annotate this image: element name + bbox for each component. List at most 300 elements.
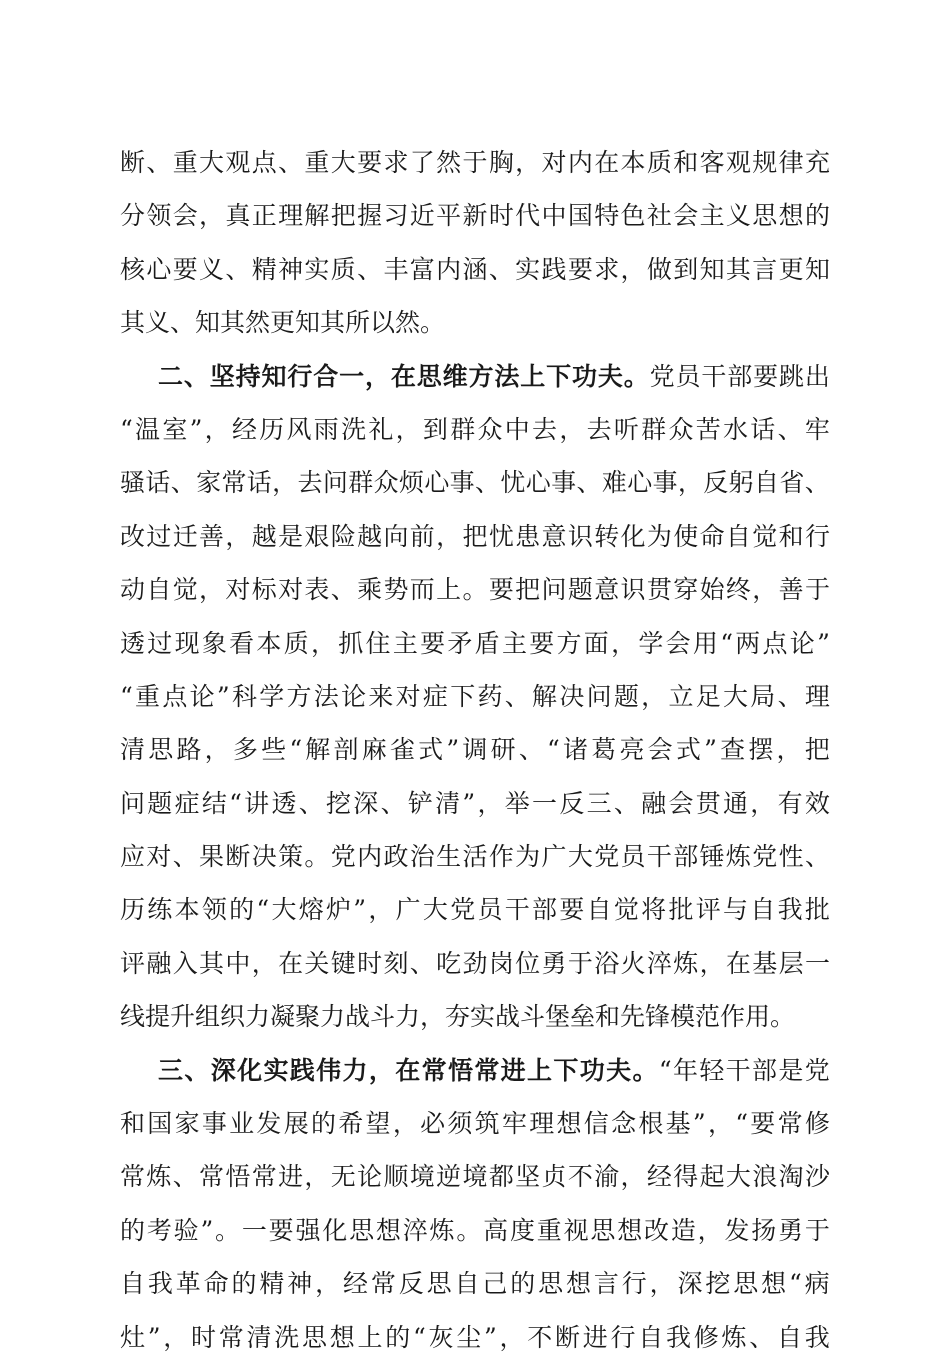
glyph: 党 bbox=[330, 842, 356, 872]
glyph: 为 bbox=[515, 842, 541, 872]
glyph: ， bbox=[515, 148, 541, 177]
glyph: 涵 bbox=[462, 254, 488, 284]
glyph: 党 bbox=[450, 895, 476, 925]
glyph: 发 bbox=[256, 1109, 282, 1139]
glyph: 了 bbox=[409, 148, 435, 177]
glyph: 自 bbox=[454, 1269, 480, 1299]
glyph: 现 bbox=[174, 628, 200, 658]
text-line bbox=[120, 510, 830, 563]
glyph: 充 bbox=[804, 148, 830, 177]
glyph: 问 bbox=[586, 681, 612, 711]
glyph: 、 bbox=[170, 468, 196, 498]
glyph: 员 bbox=[620, 842, 646, 872]
glyph: 、 bbox=[409, 948, 435, 978]
glyph: “ bbox=[789, 1269, 802, 1299]
glyph: 质 bbox=[283, 628, 309, 658]
glyph: 持 bbox=[235, 361, 261, 391]
glyph: ” bbox=[200, 1215, 214, 1245]
glyph: 广 bbox=[395, 895, 421, 925]
glyph: 理 bbox=[529, 1109, 555, 1139]
glyph: 法 bbox=[494, 361, 520, 391]
glyph: 事 bbox=[201, 1109, 227, 1139]
glyph: 有 bbox=[777, 788, 803, 818]
glyph: 清 bbox=[246, 1322, 272, 1352]
glyph: 劲 bbox=[462, 948, 488, 978]
glyph: 会 bbox=[647, 735, 673, 765]
glyph: 思 bbox=[752, 201, 778, 231]
glyph: 立 bbox=[668, 681, 694, 711]
glyph: 炼 bbox=[721, 1322, 747, 1352]
glyph: 重 bbox=[135, 681, 161, 711]
glyph: 众 bbox=[373, 468, 399, 498]
glyph: 行 bbox=[610, 1322, 636, 1352]
glyph: 题 bbox=[147, 788, 173, 818]
glyph: 想 bbox=[761, 1269, 787, 1299]
glyph: 观 bbox=[225, 148, 251, 177]
glyph: 起 bbox=[699, 1162, 725, 1192]
glyph: 度 bbox=[509, 1215, 535, 1245]
glyph: ， bbox=[559, 414, 585, 444]
glyph: ， bbox=[163, 1322, 189, 1352]
glyph: 维 bbox=[442, 361, 468, 391]
glyph: 礼 bbox=[368, 414, 394, 444]
glyph: 扬 bbox=[751, 1215, 777, 1245]
text-line bbox=[120, 1311, 830, 1364]
glyph: 主 bbox=[392, 628, 418, 658]
glyph: 险 bbox=[330, 521, 356, 551]
glyph: 基 bbox=[665, 1109, 691, 1139]
glyph: 想 bbox=[617, 1215, 643, 1245]
glyph: 迁 bbox=[172, 521, 198, 551]
glyph: 精 bbox=[251, 254, 277, 284]
glyph: 近 bbox=[409, 201, 435, 231]
glyph: 于 bbox=[462, 148, 488, 177]
glyph: 心 bbox=[525, 468, 551, 498]
glyph: 时 bbox=[191, 1322, 217, 1352]
glyph: 领 bbox=[201, 895, 227, 925]
glyph: 质 bbox=[646, 148, 672, 177]
glyph: 功 bbox=[572, 361, 598, 391]
glyph: 一 bbox=[339, 361, 365, 391]
glyph: 下 bbox=[546, 361, 572, 391]
glyph: 吃 bbox=[436, 948, 462, 978]
glyph: 浪 bbox=[752, 1162, 778, 1192]
glyph: 葛 bbox=[591, 735, 617, 765]
glyph: 剖 bbox=[333, 735, 359, 765]
glyph: 、 bbox=[488, 254, 514, 284]
glyph: 悟 bbox=[447, 1055, 473, 1085]
glyph: 实 bbox=[515, 254, 541, 284]
glyph: “ bbox=[658, 1055, 672, 1085]
glyph: 平 bbox=[436, 201, 462, 231]
glyph: 下 bbox=[450, 681, 476, 711]
glyph: 命 bbox=[699, 521, 725, 551]
glyph: 行 bbox=[804, 521, 830, 551]
glyph: 上 bbox=[357, 1322, 383, 1352]
glyph: 望 bbox=[365, 1109, 391, 1139]
glyph: 位 bbox=[515, 948, 541, 978]
glyph: ， bbox=[304, 1162, 330, 1192]
glyph: 重 bbox=[536, 1215, 562, 1245]
text-line bbox=[120, 1097, 830, 1150]
glyph: 群 bbox=[348, 468, 374, 498]
glyph: 方 bbox=[286, 681, 312, 711]
glyph: 改 bbox=[120, 521, 146, 551]
glyph: 想 bbox=[375, 1215, 401, 1245]
glyph: 批 bbox=[668, 895, 694, 925]
glyph: 牢 bbox=[804, 414, 830, 444]
glyph: 领 bbox=[146, 201, 172, 231]
glyph: 点 bbox=[762, 628, 788, 658]
glyph: ” bbox=[216, 681, 230, 711]
glyph: 的 bbox=[385, 1322, 411, 1352]
glyph: 家 bbox=[174, 1109, 200, 1139]
glyph: 干 bbox=[701, 361, 727, 391]
glyph: 义 bbox=[199, 254, 225, 284]
glyph: 将 bbox=[641, 895, 667, 925]
glyph: 题 bbox=[567, 575, 593, 605]
glyph: 重 bbox=[304, 148, 330, 177]
glyph: 想 bbox=[566, 1269, 592, 1299]
glyph: 风 bbox=[286, 414, 312, 444]
glyph: 清 bbox=[120, 735, 146, 765]
glyph: 牢 bbox=[501, 1109, 527, 1139]
glyph: 展 bbox=[283, 1109, 309, 1139]
glyph: 断 bbox=[555, 1322, 581, 1352]
glyph: 温 bbox=[135, 414, 161, 444]
glyph: 内 bbox=[357, 842, 383, 872]
glyph: 对 bbox=[278, 575, 304, 605]
glyph: 富 bbox=[409, 254, 435, 284]
glyph: 群 bbox=[641, 414, 667, 444]
glyph: 国 bbox=[147, 1109, 173, 1139]
glyph: ， bbox=[225, 521, 251, 551]
glyph: 历 bbox=[259, 414, 285, 444]
glyph: 核 bbox=[120, 254, 146, 284]
glyph: 命 bbox=[203, 1269, 229, 1299]
glyph: 心 bbox=[146, 254, 172, 284]
glyph: 行 bbox=[621, 1269, 647, 1299]
glyph: 员 bbox=[675, 361, 701, 391]
glyph: 化 bbox=[322, 1215, 348, 1245]
glyph: 雨 bbox=[313, 414, 339, 444]
glyph: 通 bbox=[723, 788, 749, 818]
glyph: 其 bbox=[199, 948, 225, 978]
text-line bbox=[120, 243, 830, 296]
glyph: ” bbox=[189, 414, 203, 444]
glyph: 举 bbox=[504, 788, 530, 818]
glyph: 常 bbox=[370, 1269, 396, 1299]
glyph: 矛 bbox=[447, 628, 473, 658]
glyph: 淘 bbox=[778, 1162, 804, 1192]
glyph: 锤 bbox=[699, 842, 725, 872]
glyph: 深 bbox=[210, 1055, 236, 1085]
glyph: 言 bbox=[593, 1269, 619, 1299]
glyph: 症 bbox=[174, 788, 200, 818]
glyph: 践 bbox=[541, 254, 567, 284]
glyph: ， bbox=[620, 254, 646, 284]
glyph: 部 bbox=[752, 1055, 778, 1085]
glyph: 讲 bbox=[244, 788, 270, 818]
glyph: 、 bbox=[298, 788, 324, 818]
glyph: 挖 bbox=[705, 1269, 731, 1299]
glyph: 灰 bbox=[428, 1322, 454, 1352]
glyph: 问 bbox=[322, 468, 348, 498]
glyph: 方 bbox=[468, 361, 494, 391]
glyph: 火 bbox=[620, 948, 646, 978]
glyph: 业 bbox=[229, 1109, 255, 1139]
glyph: 众 bbox=[668, 414, 694, 444]
glyph: 。 bbox=[623, 361, 649, 391]
glyph: 特 bbox=[594, 201, 620, 231]
glyph: 听 bbox=[613, 414, 639, 444]
glyph: 坚 bbox=[515, 1162, 541, 1192]
glyph: ， bbox=[365, 361, 391, 391]
glyph: 言 bbox=[752, 254, 778, 284]
glyph: 习 bbox=[383, 201, 409, 231]
glyph: 要 bbox=[420, 628, 446, 658]
glyph: 论 bbox=[189, 681, 215, 711]
glyph: 勇 bbox=[541, 948, 567, 978]
glyph: 问 bbox=[120, 788, 146, 818]
text-line bbox=[120, 1204, 830, 1257]
glyph: 贯 bbox=[695, 788, 721, 818]
glyph: ” bbox=[704, 735, 717, 765]
glyph: 忧 bbox=[488, 521, 514, 551]
glyph: 盾 bbox=[474, 628, 500, 658]
glyph: 的 bbox=[229, 895, 255, 925]
glyph: 炼 bbox=[146, 1162, 172, 1192]
glyph: 须 bbox=[447, 1109, 473, 1139]
glyph: 常 bbox=[221, 468, 247, 498]
glyph: 一 bbox=[532, 788, 558, 818]
glyph: 观 bbox=[725, 148, 751, 177]
glyph: 我 bbox=[804, 1322, 830, 1352]
text-line bbox=[120, 563, 830, 616]
glyph: 思 bbox=[538, 1269, 564, 1299]
glyph: 住 bbox=[365, 628, 391, 658]
glyph: 效 bbox=[804, 788, 830, 818]
text-line bbox=[120, 296, 830, 349]
glyph: 不 bbox=[567, 1162, 593, 1192]
glyph: 二 bbox=[158, 361, 184, 391]
glyph: 常 bbox=[218, 1322, 244, 1352]
glyph: 到 bbox=[673, 254, 699, 284]
glyph: 骚 bbox=[120, 468, 146, 498]
glyph: 高 bbox=[483, 1215, 509, 1245]
glyph: 对 bbox=[146, 842, 172, 872]
glyph: 想 bbox=[778, 201, 804, 231]
glyph: 求 bbox=[383, 148, 409, 177]
glyph: 烦 bbox=[398, 468, 424, 498]
glyph: 始 bbox=[699, 575, 725, 605]
glyph: 质 bbox=[330, 254, 356, 284]
glyph: 律 bbox=[778, 148, 804, 177]
glyph: 解 bbox=[532, 681, 558, 711]
glyph: 发 bbox=[724, 1215, 750, 1245]
glyph: 神 bbox=[287, 1269, 313, 1299]
glyph: 岗 bbox=[488, 948, 514, 978]
glyph: 洗 bbox=[341, 414, 367, 444]
glyph: 其 bbox=[725, 254, 751, 284]
glyph: 事 bbox=[449, 468, 475, 498]
glyph: 党 bbox=[804, 1055, 830, 1085]
glyph: 深 bbox=[353, 788, 379, 818]
glyph: 论 bbox=[789, 628, 815, 658]
glyph: 、 bbox=[357, 254, 383, 284]
glyph: 去 bbox=[532, 414, 558, 444]
text-line bbox=[120, 189, 830, 242]
glyph: 实 bbox=[304, 254, 330, 284]
glyph: 和 bbox=[673, 148, 699, 177]
glyph: ， bbox=[204, 735, 230, 765]
glyph: 分 bbox=[120, 201, 146, 231]
glyph: 要 bbox=[172, 254, 198, 284]
glyph: ， bbox=[272, 468, 298, 498]
glyph: 融 bbox=[146, 948, 172, 978]
glyph: 于 bbox=[804, 575, 830, 605]
glyph: 的 bbox=[120, 1215, 146, 1245]
glyph: 与 bbox=[723, 895, 749, 925]
glyph: 要 bbox=[357, 148, 383, 177]
glyph: ， bbox=[620, 1162, 646, 1192]
glyph: 勇 bbox=[778, 1215, 804, 1245]
glyph: 批 bbox=[804, 895, 830, 925]
glyph: 。 bbox=[462, 575, 488, 605]
glyph: 论 bbox=[341, 681, 367, 711]
glyph: 革 bbox=[175, 1269, 201, 1299]
glyph: 性 bbox=[778, 842, 804, 872]
glyph: 对 bbox=[225, 575, 251, 605]
glyph: 时 bbox=[357, 948, 383, 978]
glyph: 义 bbox=[725, 201, 751, 231]
glyph: 念 bbox=[611, 1109, 637, 1139]
text-line bbox=[120, 883, 830, 936]
glyph: 为 bbox=[646, 521, 672, 551]
glyph: 到 bbox=[422, 414, 448, 444]
glyph: 理 bbox=[804, 681, 830, 711]
glyph: 麻 bbox=[361, 735, 387, 765]
glyph: 己 bbox=[482, 1269, 508, 1299]
glyph: 、 bbox=[380, 788, 406, 818]
glyph: 夫 bbox=[606, 1055, 632, 1085]
glyph: 境 bbox=[462, 1162, 488, 1192]
glyph: 和 bbox=[120, 1109, 146, 1139]
glyph: 本 bbox=[256, 628, 282, 658]
glyph: 而 bbox=[409, 575, 435, 605]
text-line bbox=[120, 456, 830, 509]
glyph: 色 bbox=[620, 201, 646, 231]
glyph: ， bbox=[750, 788, 776, 818]
glyph: 识 bbox=[567, 521, 593, 551]
glyph: 行 bbox=[287, 361, 313, 391]
glyph: 反 bbox=[703, 468, 729, 498]
glyph: 国 bbox=[567, 201, 593, 231]
glyph: 功 bbox=[579, 1055, 605, 1085]
glyph: 部 bbox=[727, 361, 753, 391]
glyph: 神 bbox=[278, 254, 304, 284]
glyph: 评 bbox=[120, 948, 146, 978]
glyph: 决 bbox=[559, 681, 585, 711]
glyph: 自 bbox=[146, 575, 172, 605]
glyph: ， bbox=[436, 521, 462, 551]
glyph: 轻 bbox=[699, 1055, 725, 1085]
glyph: 真 bbox=[225, 201, 251, 231]
glyph: 难 bbox=[601, 468, 627, 498]
glyph: 于 bbox=[804, 1215, 830, 1245]
glyph: 员 bbox=[477, 895, 503, 925]
glyph: 、 bbox=[504, 681, 530, 711]
glyph: ， bbox=[776, 735, 802, 765]
glyph: 党 bbox=[594, 842, 620, 872]
glyph: 、 bbox=[475, 468, 501, 498]
glyph: ” bbox=[692, 1109, 706, 1139]
glyph: 、 bbox=[804, 842, 830, 872]
glyph: 诸 bbox=[563, 735, 589, 765]
glyph: 常 bbox=[120, 1162, 146, 1192]
glyph: 思 bbox=[416, 361, 442, 391]
glyph: 应 bbox=[120, 842, 146, 872]
glyph: 。 bbox=[215, 1215, 241, 1245]
glyph: 坚 bbox=[209, 361, 235, 391]
glyph: 知 bbox=[804, 254, 830, 284]
glyph: 根 bbox=[638, 1109, 664, 1139]
glyph: 不 bbox=[527, 1322, 553, 1352]
glyph: 足 bbox=[695, 681, 721, 711]
glyph: 决 bbox=[251, 842, 277, 872]
glyph: ， bbox=[199, 201, 225, 231]
glyph: 的 bbox=[310, 1109, 336, 1139]
glyph: 把 bbox=[330, 201, 356, 231]
glyph: 研 bbox=[490, 735, 516, 765]
glyph: 是 bbox=[278, 521, 304, 551]
glyph: 要 bbox=[567, 254, 593, 284]
glyph: 解 bbox=[304, 201, 330, 231]
glyph: 用 bbox=[692, 628, 718, 658]
glyph: 思 bbox=[426, 1269, 452, 1299]
glyph: “ bbox=[413, 1322, 426, 1352]
glyph: 化 bbox=[620, 521, 646, 551]
glyph: ， bbox=[697, 1215, 723, 1245]
glyph: 重 bbox=[172, 148, 198, 177]
glyph: 悟 bbox=[225, 1162, 251, 1192]
glyph: 调 bbox=[462, 735, 488, 765]
glyph: 穿 bbox=[673, 575, 699, 605]
glyph: 、 bbox=[518, 735, 544, 765]
glyph: 部 bbox=[532, 895, 558, 925]
glyph: 淬 bbox=[646, 948, 672, 978]
glyph: 摆 bbox=[748, 735, 774, 765]
glyph: 铲 bbox=[407, 788, 433, 818]
glyph: 要 bbox=[750, 1109, 776, 1139]
glyph: 断 bbox=[225, 842, 251, 872]
glyph: ， bbox=[611, 628, 637, 658]
glyph: 、 bbox=[749, 1322, 775, 1352]
glyph: “ bbox=[289, 735, 303, 765]
glyph: 会 bbox=[665, 628, 691, 658]
glyph: 精 bbox=[259, 1269, 285, 1299]
line-text: 线提升组织力凝聚力战斗力，夯实战斗堡垒和先锋模范作用。 bbox=[120, 1002, 796, 1032]
glyph: 的 bbox=[231, 1269, 257, 1299]
glyph: 修 bbox=[693, 1322, 719, 1352]
glyph: 夫 bbox=[597, 361, 623, 391]
glyph: 要 bbox=[488, 575, 514, 605]
glyph: 是 bbox=[778, 1055, 804, 1085]
glyph: 我 bbox=[147, 1269, 173, 1299]
glyph: 要 bbox=[529, 628, 555, 658]
glyph: 结 bbox=[201, 788, 227, 818]
glyph: 上 bbox=[527, 1055, 553, 1085]
